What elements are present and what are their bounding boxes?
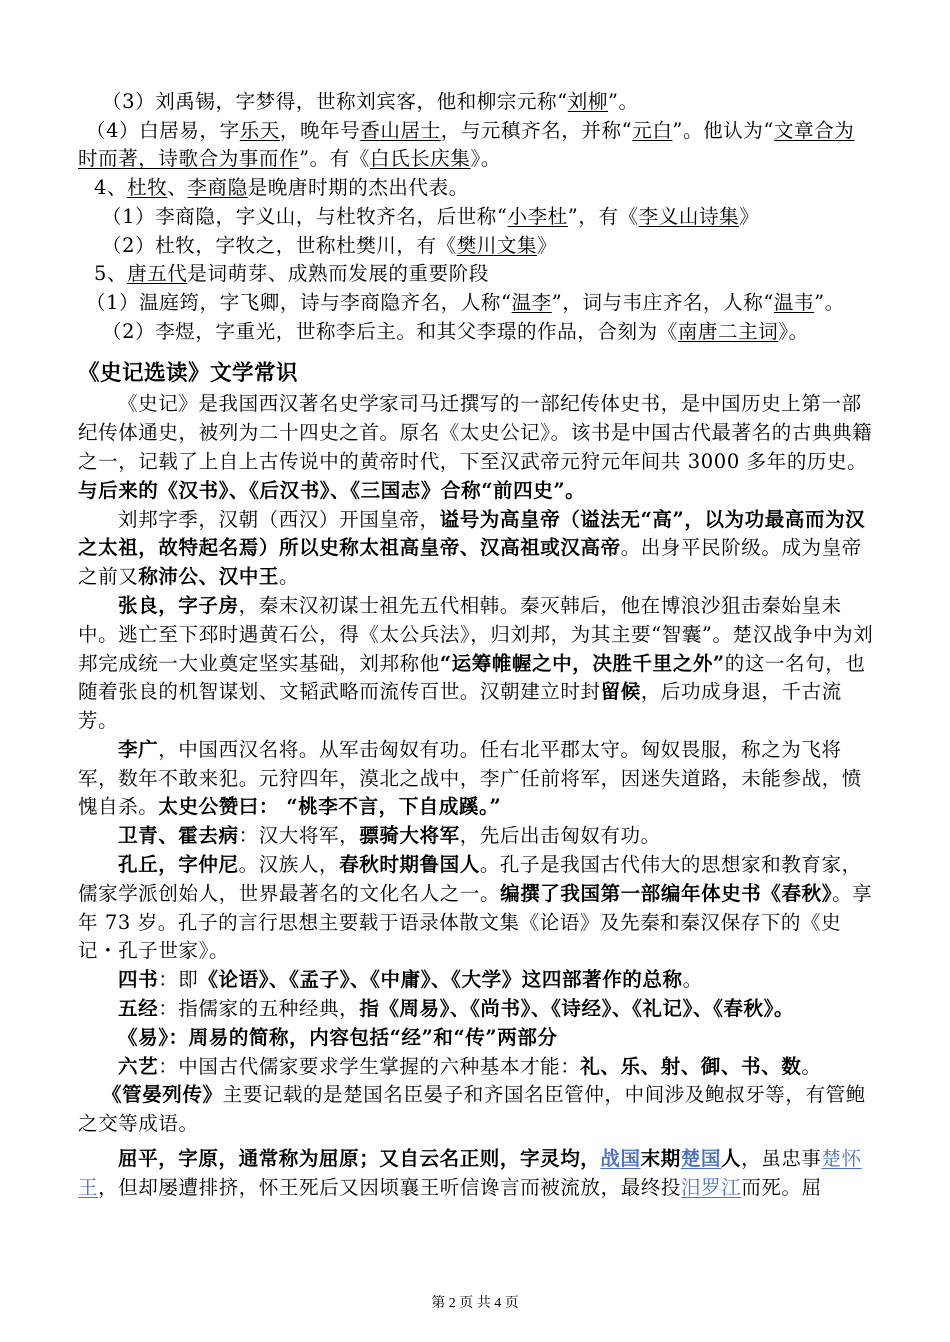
section-tang-poets bbox=[78, 88, 874, 346]
bold-text: 李广 bbox=[118, 737, 159, 761]
text: ，先后出击匈奴有功。 bbox=[459, 824, 661, 848]
paragraph bbox=[78, 851, 874, 966]
text: ：中国古代儒家要求学生掌握的六种基本才能： bbox=[158, 1054, 581, 1078]
text: 。出身平民阶级。成为皇帝之前又 bbox=[78, 536, 862, 589]
text: ”。他认为“ bbox=[672, 118, 774, 142]
bold-text: 编撰了我国第一部编年体史书《春秋》 bbox=[500, 881, 833, 905]
bold-text: 称沛公、汉中王 bbox=[138, 565, 280, 589]
bold-text: 孔丘，字仲尼 bbox=[118, 853, 239, 877]
paragraph bbox=[78, 995, 874, 1024]
paragraph bbox=[78, 174, 874, 203]
text: ，秦末汉初谋士祖先五代相韩。秦灭韩后，他在博浪沙狙击秦始皇未中。逃亡至下邳时遇黄石公，得《太公兵法》，归刘邦，为其主要“智囊”。楚汉战争中为刘邦完成统一大业奠定坚实基础，刘邦称他 bbox=[78, 593, 874, 675]
text: ，中国西汉名将。从军击匈奴有功。任右北平郡太守。匈奴畏服，称之为飞将军，数年不敢来犯。元狩四年，漠北之战中，李广任前将军，因迷失道路，未能参战，愤愧自杀。 bbox=[78, 737, 862, 819]
paragraph bbox=[78, 203, 874, 232]
underlined-term: 香山居士 bbox=[360, 118, 441, 142]
paragraph bbox=[78, 1081, 874, 1139]
text: 。 bbox=[279, 565, 300, 589]
bold-text: 留候 bbox=[600, 680, 641, 704]
bold-text: 卫青、霍去病 bbox=[118, 824, 239, 848]
underlined-term: 樊川文集 bbox=[456, 233, 538, 257]
bold-text: 礼、乐、射、御、书、数 bbox=[580, 1054, 802, 1078]
underlined-term: 小李杜 bbox=[507, 204, 568, 228]
text: （2）杜牧，字牧之，世称杜樊川，有《 bbox=[102, 233, 457, 257]
text: 。汉族人， bbox=[238, 853, 340, 877]
page-number-footer: 第 2 页 共 4 页 bbox=[431, 1296, 519, 1311]
link-chu-state[interactable]: 楚国 bbox=[680, 1147, 722, 1171]
bold-text: 指《周易》、《尚书》、《诗经》、《礼记》、《春秋》。 bbox=[359, 997, 795, 1021]
underlined-term: 李义山诗集 bbox=[638, 204, 740, 228]
text: 《史记》是我国西汉著名史学家司马迁撰写的一部纪传体史书，是中国历史上第一部纪传体通史，被列为二十四史之首。原名《太史公记》。该书是中国古代最著名的古典典籍之一，记载了上自上古传说中的黄帝时代，下至汉武帝元狩元年间共 3000 多年的历史。 bbox=[78, 392, 873, 473]
text: （2）李煜，字重光，世称李后主。和其父李璟的作品，合刻为《 bbox=[102, 319, 678, 343]
bold-text: 张良，字子房 bbox=[118, 593, 239, 617]
bold-text: 《管晏列传》 bbox=[102, 1083, 223, 1107]
text: 》 bbox=[537, 233, 558, 257]
paragraph bbox=[78, 506, 874, 592]
link-miluo-river[interactable]: 汨罗江 bbox=[681, 1175, 742, 1199]
bold-text: 与后来的《汉书》、《后汉书》、《三国志》合称“前四史”。 bbox=[78, 478, 586, 502]
underlined-term: 温韦 bbox=[773, 290, 815, 314]
text: 的这一名句，也随着张良的机智谋划、文韬武略而流传百世。汉朝建立时封 bbox=[78, 651, 866, 704]
text: 。孔子是我国古代伟大的思想家和教育家，儒家学派创始人，世界最著名的文化名人之一。 bbox=[78, 853, 862, 905]
paragraph bbox=[78, 966, 874, 995]
text: ：即 bbox=[158, 968, 199, 992]
paragraph bbox=[78, 318, 874, 347]
text: 主要记载的是楚国名臣晏子和齐国名臣管仲，中间涉及鲍叔牙等，有管鲍之交等成语。 bbox=[78, 1083, 866, 1136]
text: 。享年 73 岁。孔子的言行思想主要载于语录体散文集《论语》及先秦和秦汉保存下的《史记・孔子世家》。 bbox=[78, 881, 873, 963]
bold-text: 五经 bbox=[118, 997, 159, 1021]
bold-text: 四书 bbox=[118, 968, 159, 992]
underlined-term: 刘柳 bbox=[567, 90, 608, 113]
paragraph bbox=[78, 117, 874, 174]
section-shiji bbox=[78, 359, 874, 1202]
paragraph bbox=[78, 289, 874, 318]
bold-text: 六艺 bbox=[118, 1054, 159, 1078]
text: 而死。屈 bbox=[741, 1175, 822, 1199]
underlined-term: 元白 bbox=[632, 118, 673, 142]
text: 。 bbox=[682, 968, 703, 992]
paragraph bbox=[78, 592, 874, 736]
bold-text: 春秋时期鲁国人 bbox=[339, 853, 480, 877]
text: 是晚唐时期的杰出代表。 bbox=[247, 176, 469, 200]
link-warring-states[interactable]: 战国 bbox=[600, 1147, 641, 1171]
text: ，虽忠事 bbox=[741, 1147, 822, 1171]
text: ”，词与韦庄齐名，人称“ bbox=[551, 290, 774, 314]
bold-text: 屈平，字原，通常称为屈原；又自云名正则，字灵均， bbox=[118, 1147, 601, 1171]
underlined-term: 李商隐 bbox=[187, 176, 248, 200]
text: 》。 bbox=[778, 319, 809, 343]
text: 刘邦字季，汉朝（西汉）开国皇帝， bbox=[118, 507, 440, 531]
text: （1）温庭筠，字飞卿，诗与李商隐齐名，人称“ bbox=[86, 290, 512, 314]
paragraph bbox=[78, 822, 874, 851]
underlined-term: 唐五代 bbox=[127, 262, 188, 286]
text: ，但却屡遭排挤，怀王死后又因顷襄王听信谗言而被流放，最终投 bbox=[98, 1175, 682, 1199]
underlined-term: 南唐二主词 bbox=[677, 319, 779, 343]
paragraph bbox=[78, 390, 874, 505]
text: ”，有《 bbox=[567, 204, 639, 228]
bold-text: 《易》：周易的简称，内容包括“经”和“传”两部分 bbox=[118, 1025, 558, 1049]
text: ：汉大将军， bbox=[238, 824, 360, 848]
bold-text: 《论语》、《孟子》、《中庸》、《大学》这四部著作的总称 bbox=[198, 968, 683, 992]
bold-text: “运筹帷幄之中，决胜千里之外” bbox=[439, 651, 725, 675]
bold-text: 人 bbox=[721, 1147, 742, 1171]
underlined-term: 文章合为时而著，诗歌合为事而作 bbox=[78, 118, 855, 171]
text: ，后功成身退，千古流芳。 bbox=[78, 680, 842, 733]
paragraph bbox=[78, 736, 874, 822]
link-king-huai-of-chu[interactable]: 楚怀王 bbox=[78, 1147, 862, 1199]
paragraph bbox=[78, 1053, 874, 1082]
text: 是词萌芽、成熟而发展的重要阶段 bbox=[187, 262, 489, 286]
bold-text: 太史公赞曰： “桃李不言，下自成蹊。” bbox=[158, 795, 502, 819]
text: ”。 bbox=[607, 90, 639, 113]
underlined-term: 温李 bbox=[511, 290, 552, 314]
paragraph bbox=[78, 1024, 874, 1053]
paragraph bbox=[78, 232, 874, 261]
text: 。 bbox=[801, 1054, 822, 1078]
paragraph bbox=[78, 1145, 874, 1203]
bold-text: 骠骑大将军 bbox=[359, 824, 460, 848]
paragraph bbox=[78, 88, 874, 117]
underlined-term: 杜牧 bbox=[127, 176, 168, 200]
paragraph bbox=[78, 260, 874, 289]
text: 》 bbox=[739, 204, 760, 228]
underlined-term: 乐天 bbox=[239, 118, 280, 142]
text: （4）白居易，字 bbox=[86, 118, 240, 142]
text: ”。有《 bbox=[299, 147, 370, 171]
bold-text: 谥号为高皇帝（谥法无“高”，以为功最高而为汉之太祖，故特起名焉）所以史称太祖高皇帝、汉高祖或汉高帝 bbox=[78, 507, 866, 560]
underlined-term: 白氏长庆集 bbox=[369, 147, 471, 171]
text: 4、 bbox=[94, 176, 128, 200]
text: ：指儒家的五种经典， bbox=[158, 997, 360, 1021]
text: 》。 bbox=[470, 147, 501, 171]
section-title: 《史记选读》文学常识 bbox=[78, 361, 299, 387]
text: （1）李商隐，字义山，与杜牧齐名，后世称“ bbox=[102, 204, 508, 228]
text: 5、 bbox=[94, 262, 128, 286]
bold-text: 末期 bbox=[640, 1147, 681, 1171]
text: ，与元稹齐名，并称“ bbox=[440, 118, 633, 142]
text: ，晚年号 bbox=[279, 118, 361, 142]
text: ”。 bbox=[814, 290, 845, 314]
text: （3）刘禹锡，字梦得，世称刘宾客，他和柳宗元称“ bbox=[102, 90, 568, 113]
document-page bbox=[78, 88, 874, 1203]
text: 、 bbox=[167, 176, 188, 200]
